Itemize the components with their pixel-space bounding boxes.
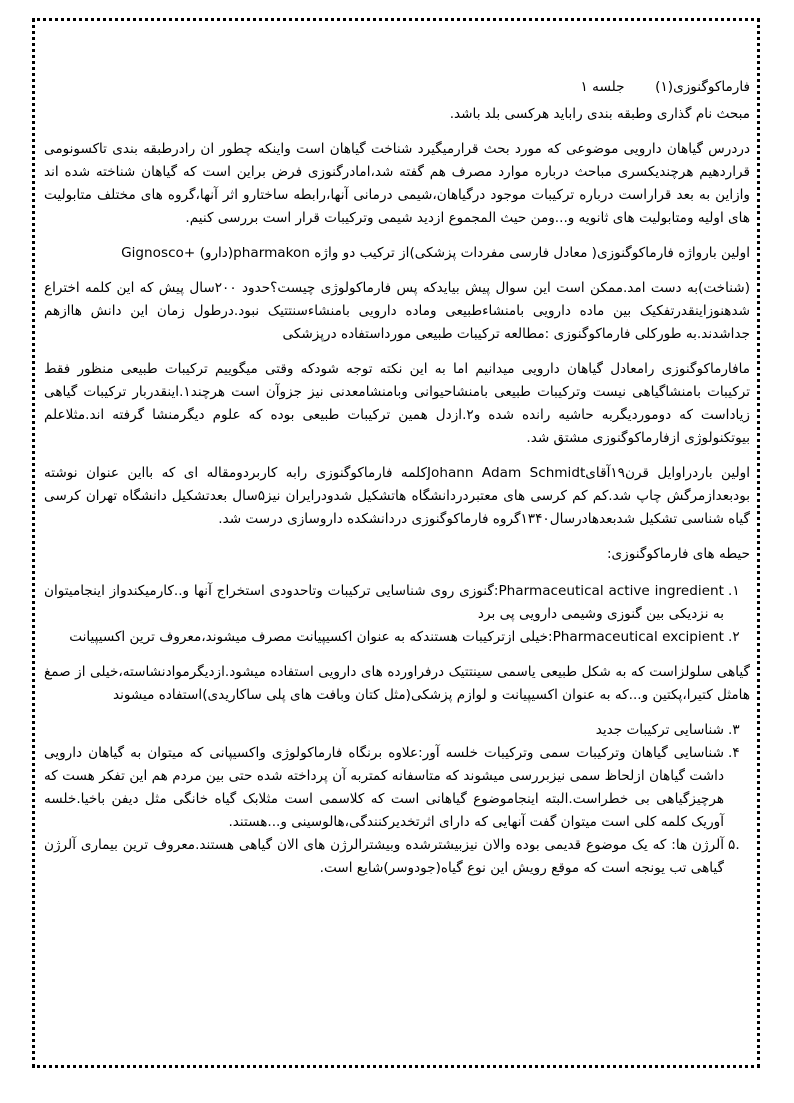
list-item-text: شناسایی گیاهان وترکیبات سمی وترکیبات خلسه آور:علاوه برنگاه فارماکولوژی واکسیپانی که میتوان به گیاهان دارویی داشت گیاهان ازلحاظ سمی نیزبررسی میشوند که متاسفانه کمتربه آن پرداخته شده حتی بین مردم هم این تفکر هست که هرچیزگیاهی بی خطراست.البته اینجاموضوع گیاهانی است که کلاسمی است مثلابک گیاه خانگی مثل دیفن باخیا.خلسه آوریک کلمه کلی است میتوان گفت آنهایی که دارای اثرتخدیرکنندگی،هالوسینی و...هستند.: [44, 745, 724, 830]
list-item: [44, 580, 740, 626]
paragraph-2: اولین بارواژه فارماکوگنوزی( معادل فارسی مفردات پزشکی)از ترکیب دو واژه pharmakon(دارو) +Gignosco: [121, 245, 750, 261]
list-item: [44, 834, 740, 880]
cellulose-paragraph: گیاهی سلولزاست که به شکل طبیعی یاسمی سینتتیک درفراورده های دارویی استفاده میشود.ازدیگرموادنشاسته،خیلی از صمغ هامثل کتیرا،پکتین و...که به عنوان اکسیپیانت و لوازم پزشکی(مثل کتان وبافت های پلی ساکاریدی)استفاده میشوند: [44, 664, 750, 703]
document-title: فارماکوگنوزی(۱): [655, 79, 750, 95]
section-title: حیطه های فارماکوگنوزی:: [606, 546, 750, 562]
list-item-number: ۴.: [728, 745, 740, 761]
paragraph-1: دردرس گیاهان دارویی موضوعی که مورد بحث قرارمیگیرد شناخت گیاهان است واینکه چطور ان رادرطبقه بندی تاکسونومی قراردهیم هرچندیکسری مباحث درباره موارد مصرف هم گفته شد،امادرگنوزی فرض براین است که گیاهان شناخته شده اند وازاین به بعد قراراست درباره ترکیبات موجود درگیاهان،شیمی درمانی آنها،رابطه ساختارو اثر آنها،گروه های مختلف متابولیت های اولیه ومتابولیت های ثانویه و...ومن حیث المجموع ازدید شیمی وترکیبات قرار است بررسی کنیم.: [44, 141, 750, 226]
list-item-text: شناسایی ترکیبات جدید: [595, 722, 724, 738]
list-item-number: ۱.: [728, 583, 740, 599]
list-item-number: .۵: [728, 837, 740, 853]
document-heading: [44, 76, 750, 99]
list-item-text: Pharmaceutical excipient:خیلی ازترکیبات هستندکه به عنوان اکسیپیانت مصرف میشوند،معروف ترین اکسیپیانت: [69, 629, 724, 645]
paragraph-5: اولین باردراوایل قرن۱۹آقایJohann Adam Schmidtکلمه فارماکوگنوزی رابه کاربردومقاله ای که بااین عنوان نوشته بودبعدازمرگش چاپ شد.کم کم کرسی های معتبردردانشگاه هاتشکیل شدودرایران نیز۵سال بعدتشکیل دانشگاه تهران کرسی گیاه شناسی تشکیل شدبعدهادرسال۱۳۴۰گروه فارماکوگنوزی دردانشکده داروسازی درست شد.: [44, 465, 751, 527]
list-item-number: ۲.: [728, 629, 740, 645]
paragraph-4: مافارماکوگنوزی رامعادل گیاهان دارویی میدانیم اما به این نکته توجه شودکه وقتی میگوییم ترکیبات طبیعی منظور فقط ترکیبات بامنشاگیاهی نیست وترکیبات طبیعی بامنشاحیوانی وبامنشامعدنی نیز جزوآن است هرچند۱.اینقدربار ترکیبات گیاهی زیاداست که دوموردیگربه حاشیه رانده شده و۲.ازدل همین ترکیبات طبیعی بوده که علوم دیگرمنشا گرفته اند.مثلاعلم بیوتکنولوژی ازفارماکوگنوزی مشتق شد.: [44, 361, 750, 446]
list-item: [44, 719, 740, 742]
session-label: جلسه ۱: [580, 79, 625, 95]
document-body: [44, 76, 750, 892]
list-item-text: Pharmaceutical active ingredient:گنوزی روی شناسایی ترکیبات وتاحدودی استخراج آنها و..کارمیکندواز اینجامیتوان به نزدیکی بین گنوزی وشیمی دارویی پی برد: [44, 583, 724, 622]
list-item-number: ۳.: [728, 722, 740, 738]
paragraph-3: (شناخت)به دست امد.ممکن است این سوال پیش بیایدکه پس فارماکولوژی چیست؟حدود ۲۰۰سال پیش که این کلمه اختراع شدهنوزاینقدرتفکیک بین ماده دارویی بامنشاءطبیعی وماده دارویی بامنشاءسنتتیک نبود.درطول زمان این دانش هاازهم جداشدند.به طورکلی فارماکوگنوزی :مطالعه ترکیبات طبیعی مورداستفاده درپزشکی: [44, 280, 751, 342]
domain-list-2: [44, 719, 750, 880]
list-item: [44, 742, 740, 834]
list-item: [44, 626, 740, 649]
list-item-text: آلرژن ها: که یک موضوع قدیمی بوده والان نیزبیشترشده وبیشترالرژن های الان گیاهی هستند.معروف ترین بیماری آلرژن گیاهی تب یونجه است که موقع رویش این نوع گیاه(جودوسر)شایع است.: [44, 837, 724, 876]
intro-paragraph: مبحث نام گذاری وطبقه بندی رابايد هرکسی بلد باشد.: [449, 106, 750, 122]
domain-list-1: [44, 580, 750, 649]
